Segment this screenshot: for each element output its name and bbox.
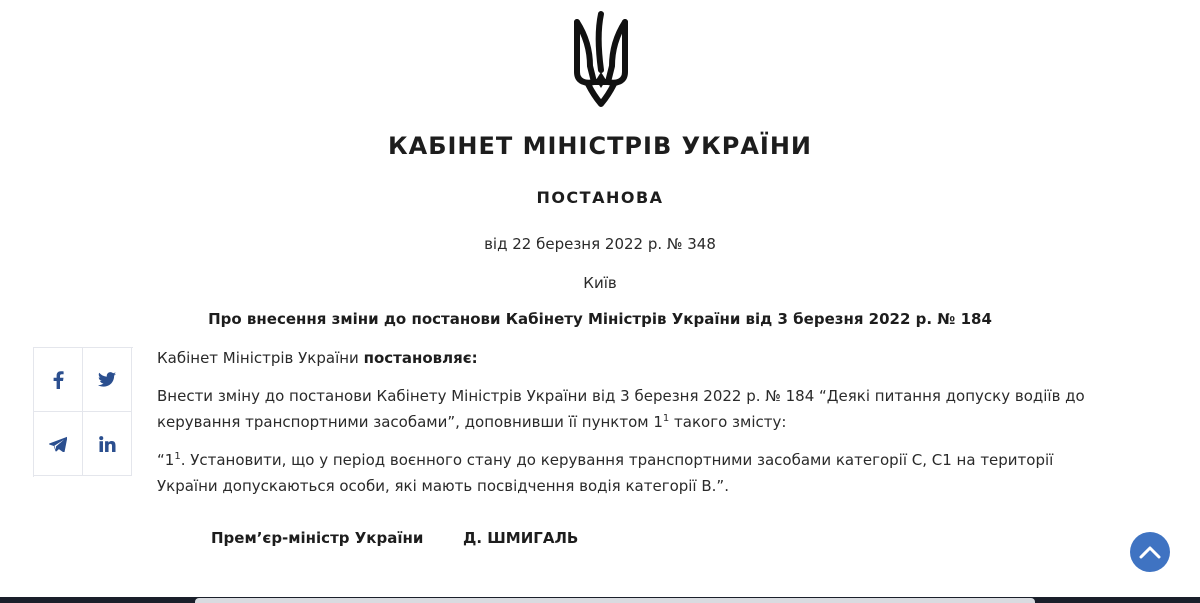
paragraph-text: “1 <box>157 451 175 469</box>
trident-icon <box>568 8 634 108</box>
paragraph-text: Внести зміну до постанови Кабінету Міністрів України від 3 березня 2022 р. № 184 “Деякі питання допуску водіїв до керування транспортними засобами”, доповнивши її пунктом 1 <box>157 387 1085 431</box>
org-title: КАБІНЕТ МІНІСТРІВ УКРАЇНИ <box>388 132 812 160</box>
paragraph-text: такого змісту: <box>669 413 787 431</box>
facebook-icon <box>52 371 64 389</box>
signature-name: Д. ШМИГАЛЬ <box>463 529 579 547</box>
share-linkedin-button[interactable] <box>83 412 132 476</box>
paragraph-resolves <box>157 345 1087 371</box>
bottom-scroll-indicator <box>195 598 1035 603</box>
paragraph-text: Кабінет Міністрів України <box>157 349 364 367</box>
superscript: 1 <box>662 413 670 424</box>
paragraph-amendment <box>157 383 1087 435</box>
chevron-up-icon <box>1139 545 1161 559</box>
signature-position: Прем’єр-міністр України <box>211 529 424 547</box>
scroll-to-top-button[interactable] <box>1130 532 1170 572</box>
paragraph-quote <box>157 447 1087 499</box>
share-twitter-button[interactable] <box>83 348 132 412</box>
share-facebook-button[interactable] <box>34 348 83 412</box>
share-panel <box>33 347 133 477</box>
share-telegram-button[interactable] <box>34 412 83 476</box>
twitter-icon <box>98 372 116 387</box>
resolves-keyword: постановляє: <box>363 349 478 367</box>
document-city: Київ <box>583 274 617 292</box>
paragraph-text: . Установити, що у період воєнного стану до керування транспортними засобами категорії C, C1 на території України допускаються особи, які мають посвідчення водія категорії B.”. <box>157 451 1054 495</box>
document-subject: Про внесення зміни до постанови Кабінету Міністрів України від 3 березня 2022 р. № 184 <box>208 310 992 328</box>
document-type: ПОСТАНОВА <box>536 188 664 207</box>
superscript: 1 <box>174 451 181 462</box>
linkedin-icon <box>99 436 116 452</box>
telegram-icon <box>49 436 67 452</box>
document-body <box>157 345 1087 511</box>
document-date-number: від 22 березня 2022 р. № 348 <box>484 235 716 253</box>
